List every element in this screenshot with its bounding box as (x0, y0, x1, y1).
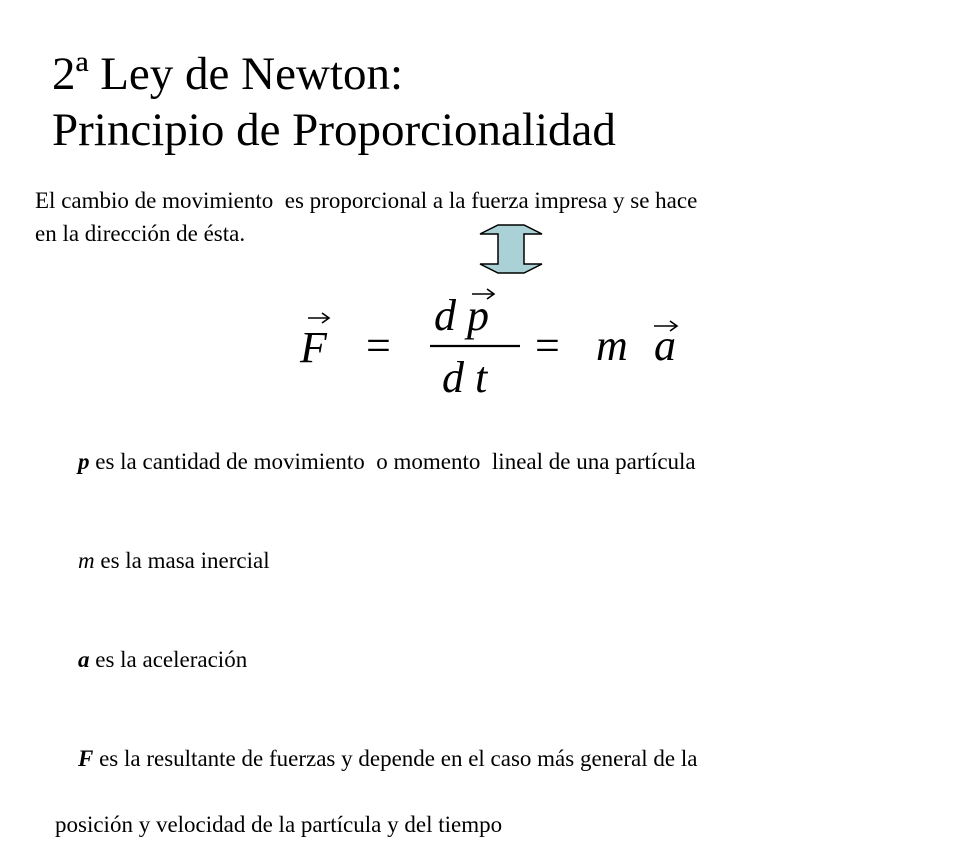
definition-text: es la masa inercial (94, 548, 270, 573)
definition-symbol: p (78, 449, 90, 474)
definition-text: es la cantidad de movimiento o momento lineal de una partícula (89, 449, 696, 474)
law-statement-line-1: El cambio de movimiento es proporcional a la fuerza impresa y se hace (35, 188, 698, 213)
mass-symbol: m (596, 321, 628, 370)
definition-symbol: m (78, 548, 95, 573)
title-line-2: Principio de Proporcionalidad (52, 104, 616, 156)
definition-row (55, 511, 955, 610)
force-symbol: F (300, 323, 327, 372)
equals-sign-1: = (366, 321, 391, 370)
law-statement-line-2: en la dirección de ésta. (35, 221, 246, 246)
definition-text: es la resultante de fuerzas y depende en el caso más general de la (93, 746, 698, 771)
fraction-denominator: d t (442, 353, 488, 402)
definition-text: es la aceleración (89, 647, 248, 672)
variable-definitions (55, 412, 955, 841)
title-line-1: 2ª Ley de Newton: (52, 48, 404, 100)
force-vector-arrow (308, 313, 329, 323)
definition-row (55, 709, 955, 808)
equals-sign-2: = (535, 321, 560, 370)
definition-symbol: F (78, 746, 94, 771)
newton-second-law-equation (290, 280, 710, 405)
up-down-arrow-icon (478, 224, 544, 274)
slide-title (52, 46, 616, 158)
acceleration-symbol: a (654, 321, 676, 370)
definition-continuation: posición y velocidad de la partícula y del tiempo (55, 812, 503, 837)
definition-row (55, 610, 955, 709)
fraction-numerator: d p (434, 291, 489, 340)
definition-symbol: a (78, 647, 90, 672)
definition-row (55, 412, 955, 511)
